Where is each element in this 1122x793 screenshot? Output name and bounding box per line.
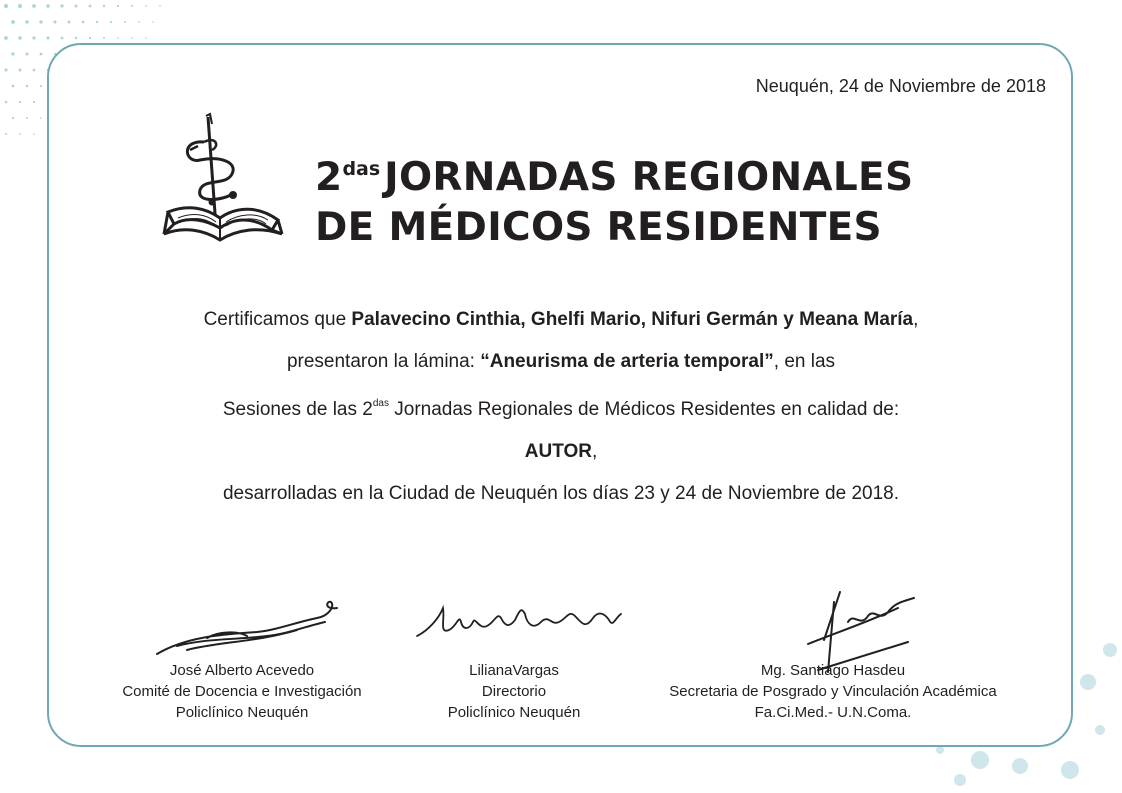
decorative-dot (82, 21, 85, 24)
decorative-dot (68, 21, 71, 24)
decorative-dot (4, 4, 8, 8)
role: AUTOR (524, 441, 592, 462)
decorative-dot (1012, 758, 1028, 774)
decorative-dot (89, 37, 91, 39)
signature-2-image (409, 600, 629, 650)
decorative-dot (1080, 674, 1096, 690)
decorative-dot (25, 20, 29, 24)
decorative-dot (33, 101, 35, 103)
decorative-dot (145, 37, 147, 39)
decorative-dot (19, 101, 21, 103)
authors: Palavecino Cinthia, Ghelfi Mario, Nifuri Germán y Meana María (351, 309, 914, 330)
signature-3-name: Mg. Santiago Hasdeu (760, 662, 906, 679)
decorative-dot (117, 37, 119, 39)
certificate-line-3: Sesiones de las $2^{das}$ Jornadas Regionales de Médicos Residentes en calidad de: (222, 398, 900, 420)
certificate-line-4: AUTOR, (524, 441, 598, 462)
decorative-dot (75, 37, 78, 40)
decorative-dot (33, 69, 36, 72)
decorative-dot (61, 37, 64, 40)
signature-3-institution: Fa.Ci.Med.- U.N.Coma. (754, 704, 912, 721)
decorative-dot (11, 52, 14, 55)
signature-2-role: Directorio (481, 683, 547, 700)
decorative-dot (12, 117, 14, 119)
decorative-dot (60, 4, 63, 7)
decorative-dot (145, 5, 147, 7)
title-line-1: $2^{das}$ JORNADAS REGIONALES (315, 155, 914, 200)
decorative-dot (26, 85, 29, 88)
decorative-dot (32, 4, 36, 8)
decorative-dot (26, 117, 28, 119)
signature-1-image (147, 596, 347, 666)
decorative-dot (1103, 643, 1117, 657)
certificate-line-1: Certificamos que Palavecino Cinthia, Ghelfi Mario, Nifuri Germán y Meana María, (203, 309, 919, 330)
certificate-date: Neuquén, 24 de Noviembre de 2018 (755, 76, 1046, 96)
decorative-dot (11, 20, 15, 24)
decorative-dot (39, 20, 42, 23)
decorative-dot (131, 37, 133, 39)
decorative-dot (47, 37, 50, 40)
decorative-dot (1095, 725, 1105, 735)
decorative-dot (40, 53, 43, 56)
decorative-dot (89, 5, 92, 8)
decorative-dot (74, 4, 77, 7)
decorative-dot (159, 5, 161, 7)
decorative-dot (103, 37, 105, 39)
decorative-dot (1061, 761, 1079, 779)
decorative-dot (40, 117, 42, 119)
decorative-dot (19, 133, 21, 135)
decorative-dot (971, 751, 989, 769)
decorative-dot (124, 21, 126, 23)
signature-block-2 (384, 660, 644, 723)
decorative-dot (5, 101, 8, 104)
certificate-title (315, 144, 913, 253)
decorative-dot (40, 85, 42, 87)
decorative-dot (12, 85, 15, 88)
decorative-dot (53, 20, 56, 23)
signature-3-role: Secretaria de Posgrado y Vinculación Académica (669, 683, 997, 700)
signature-1-name: José Alberto Acevedo (169, 662, 315, 679)
decorative-dot (5, 133, 7, 135)
signature-block-1 (92, 660, 392, 723)
decorative-dot (117, 5, 119, 7)
book-caduceus-stethoscope-icon (160, 112, 290, 262)
decorative-dot (33, 133, 35, 135)
certificate-line-2: presentaron la lámina: “Aneurisma de arteria temporal”, en las (286, 351, 836, 372)
decorative-dot (936, 746, 944, 754)
decorative-dot (110, 21, 112, 23)
decorative-dot (25, 52, 28, 55)
signature-1-role: Comité de Docencia e Investigación (122, 683, 362, 700)
signature-1-institution: Policlínico Neuquén (175, 704, 309, 721)
decorative-dot (138, 21, 140, 23)
decorative-dot (19, 69, 22, 72)
decorative-dot (32, 36, 35, 39)
decorative-dot (152, 21, 154, 23)
decorative-dot (96, 21, 98, 23)
signature-2-name: LilianaVargas (469, 662, 559, 679)
decorative-dot (46, 4, 50, 8)
decorative-dot (4, 68, 7, 71)
work-title: “Aneurisma de arteria temporal” (480, 351, 774, 372)
decorative-dot (18, 36, 21, 39)
title-line-2: DE MÉDICOS RESIDENTES (315, 205, 882, 250)
certificate-body (0, 309, 1122, 525)
decorative-dot (4, 36, 8, 40)
decorative-dot (18, 4, 22, 8)
decorative-dot (103, 5, 106, 8)
decorative-dot (954, 774, 966, 786)
signature-block-3 (653, 660, 1013, 723)
signature-2-institution: Policlínico Neuquén (447, 704, 581, 721)
decorative-dot (131, 5, 133, 7)
certificate-line-5: desarrolladas en la Ciudad de Neuquén los días 23 y 24 de Noviembre de 2018. (222, 483, 899, 504)
